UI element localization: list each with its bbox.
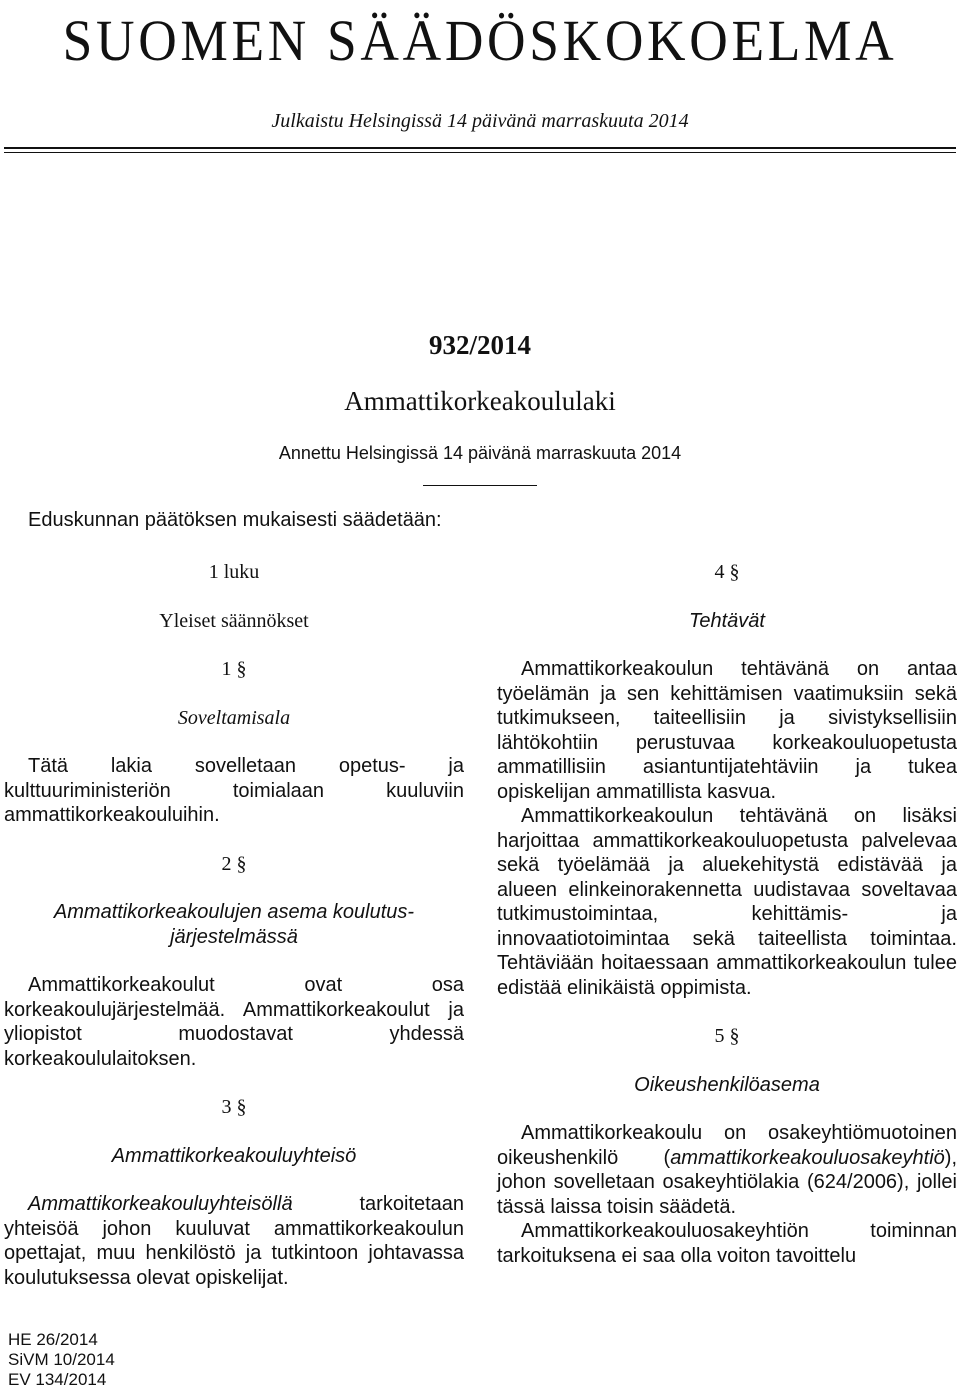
section-2-text: Ammattikorkeakoulut ovat osa korkeakoulujärjestelmää. Ammattikorkeakoulut ja yliopistot muodostavat yhdessä korkeakoululaitoksen. — [4, 974, 464, 1070]
section-4-title: Tehtävät — [689, 609, 765, 632]
section-5-paragraph-2: Ammattikorkeakouluosakeyhtiön toiminnan tarkoituksena ei saa olla voiton tavoittelu — [497, 1220, 957, 1267]
footer-ref-ev: EV 134/2014 — [8, 1370, 107, 1389]
footer-ref-he: HE 26/2014 — [8, 1330, 98, 1349]
act-given-date: Annettu Helsingissä 14 päivänä marraskuuta 2014 — [278, 443, 682, 463]
act-title: Ammattikorkeakoululaki — [344, 386, 616, 416]
section-5-text-a: Ammattikorkeakoulu on osakeyhtiömuotoinen oikeushenkilö ( — [497, 1122, 957, 1169]
act-number: 932/2014 — [428, 330, 531, 360]
section-1-text: Tätä lakia sovelletaan opetus- ja kulttuuriministeriön toimialaan kuuluviin ammattikorkeakouluihin. — [4, 755, 464, 826]
footer-ref-sivm: SiVM 10/2014 — [8, 1350, 115, 1369]
preamble: Eduskunnan päätöksen mukaisesti säädetään: — [28, 509, 442, 531]
chapter-title: Yleiset säännökset — [159, 609, 309, 632]
section-3-term: Ammattikorkeakouluyhteisöllä — [28, 1193, 293, 1215]
title-divider — [423, 485, 537, 486]
section-3-text — [4, 1192, 464, 1290]
section-1-title: Soveltamisala — [177, 706, 291, 729]
section-5-text-b: ), johon sovelletaan osakeyhtiölakia (624/2006), jollei tässä laissa toisin säädetä. — [497, 1146, 957, 1218]
section-2-number: 2 § — [221, 852, 247, 875]
section-4-paragraph-1: Ammattikorkeakoulun tehtävänä on antaa työelämän ja sen kehittämisen vaatimuksiin sekä tutkimukseen, taiteellisiin ja sivistyksellisiin lähtökohtiin perustuvaa korkeakouluopetusta ammatillisiin asiantuntijatehtäviin ja tukea opiskelijan ammatillista kasvua. — [497, 658, 957, 803]
section-1-number: 1 § — [221, 658, 247, 680]
section-5-number: 5 § — [714, 1025, 740, 1047]
section-5-term: ammattikorkeakouluosakeyhtiö — [670, 1146, 945, 1169]
right-column — [497, 558, 957, 1268]
section-5-title: Oikeushenkilöasema — [634, 1073, 820, 1096]
section-3-number: 3 § — [221, 1096, 247, 1118]
section-3-title: Ammattikorkeakouluyhteisö — [111, 1144, 357, 1167]
footer-references — [8, 1330, 115, 1390]
publication-date: Julkaistu Helsingissä 14 päivänä marraskuuta 2014 — [271, 110, 689, 132]
header-rule-thick — [4, 147, 956, 149]
section-5-paragraph-1 — [497, 1121, 957, 1219]
section-4-number: 4 § — [714, 561, 740, 583]
section-2-title-line2: järjestelmässä — [170, 925, 298, 948]
section-3-text-rest: tarkoitetaan yhteisöä johon kuuluvat ammattikorkeakoulun opettajat, muu henkilöstö ja tutkintoon johtavassa koulutuksessa olevat opiskelijat. — [4, 1193, 464, 1289]
chapter-number: 1 luku — [208, 561, 260, 583]
masthead-title: SUOMEN SÄÄDÖSKOKOELMA — [62, 8, 898, 73]
left-column — [4, 558, 464, 1290]
section-2-title-line1: Ammattikorkeakoulujen asema koulutus- — [53, 901, 415, 923]
header-rule-thin — [4, 152, 956, 153]
section-4-paragraph-2: Ammattikorkeakoulun tehtävänä on lisäksi harjoittaa ammattikorkeakouluopetusta palvelevaa sekä työelämää ja aluekehitystä edistävää ja alueen elinkeinorakennetta uudistavaa soveltavaa tutkimustoimintaa, kehittämis- ja innovaatiotoimintaa sekä taiteellista toimintaa. Tehtäviään hoitaessaan ammattikorkeakoulun tulee edistää elinikäistä oppimista. — [497, 805, 957, 999]
